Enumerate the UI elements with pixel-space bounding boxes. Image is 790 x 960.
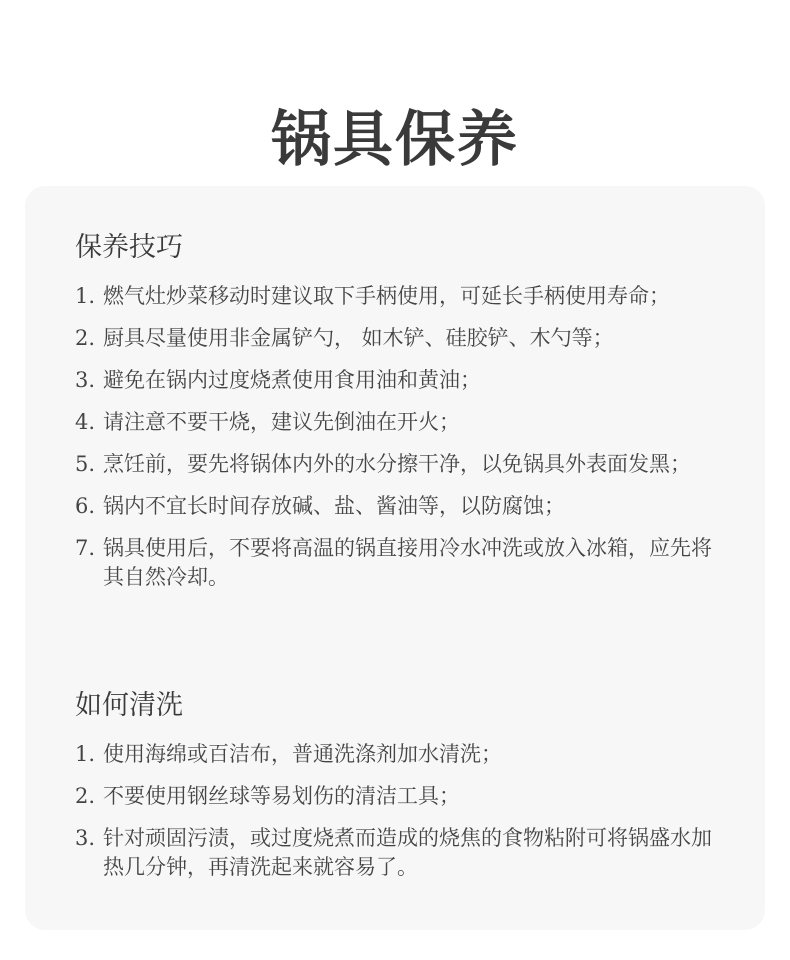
item-text: 燃气灶炒菜移动时建议取下手柄使用，可延长手柄使用寿命； bbox=[103, 284, 670, 308]
item-text: 锅具使用后，不要将高温的锅直接用冷水冲洗或放入冰箱，应先将其自然冷却。 bbox=[103, 536, 712, 589]
item-text: 厨具尽量使用非金属铲勺， 如木铲、硅胶铲、木勺等； bbox=[103, 326, 614, 350]
item-text: 避免在锅内过度烧煮使用食用油和黄油； bbox=[103, 368, 481, 392]
list-item bbox=[75, 450, 715, 479]
item-number: 1. bbox=[75, 742, 96, 766]
item-number: 1. bbox=[75, 284, 96, 308]
section-maintenance-tips bbox=[75, 228, 715, 605]
list-item bbox=[75, 324, 715, 353]
item-number: 2. bbox=[75, 784, 96, 808]
item-text: 针对顽固污渍，或过度烧煮而造成的烧焦的食物粘附可将锅盛水加热几分钟，再清洗起来就容易了。 bbox=[103, 826, 712, 879]
list-item bbox=[75, 534, 715, 592]
item-number: 4. bbox=[75, 410, 96, 434]
item-number: 5. bbox=[75, 452, 96, 476]
item-number: 7. bbox=[75, 536, 96, 560]
item-text: 烹饪前，要先将锅体内外的水分擦干净，以免锅具外表面发黑； bbox=[103, 452, 691, 476]
item-text: 使用海绵或百洁布，普通洗涤剂加水清洗； bbox=[103, 742, 502, 766]
list-item bbox=[75, 282, 715, 311]
page-title: 锅具保养 bbox=[271, 105, 519, 176]
item-number: 3. bbox=[75, 826, 96, 850]
item-text: 不要使用钢丝球等易划伤的清洁工具； bbox=[103, 784, 460, 808]
section-heading: 保养技巧 bbox=[75, 232, 183, 263]
section-heading: 如何清洗 bbox=[75, 690, 183, 721]
cleaning-list bbox=[75, 740, 715, 882]
item-number: 2. bbox=[75, 326, 96, 350]
item-number: 3. bbox=[75, 368, 96, 392]
item-text: 请注意不要干烧，建议先倒油在开火； bbox=[103, 410, 460, 434]
list-item bbox=[75, 408, 715, 437]
tips-list bbox=[75, 282, 715, 592]
list-item bbox=[75, 782, 715, 811]
item-number: 6. bbox=[75, 494, 96, 518]
section-how-to-clean bbox=[75, 686, 715, 895]
list-item bbox=[75, 740, 715, 769]
list-item bbox=[75, 366, 715, 395]
content-card bbox=[25, 186, 765, 930]
list-item bbox=[75, 824, 715, 882]
item-text: 锅内不宜长时间存放碱、盐、酱油等，以防腐蚀； bbox=[103, 494, 565, 518]
list-item bbox=[75, 492, 715, 521]
